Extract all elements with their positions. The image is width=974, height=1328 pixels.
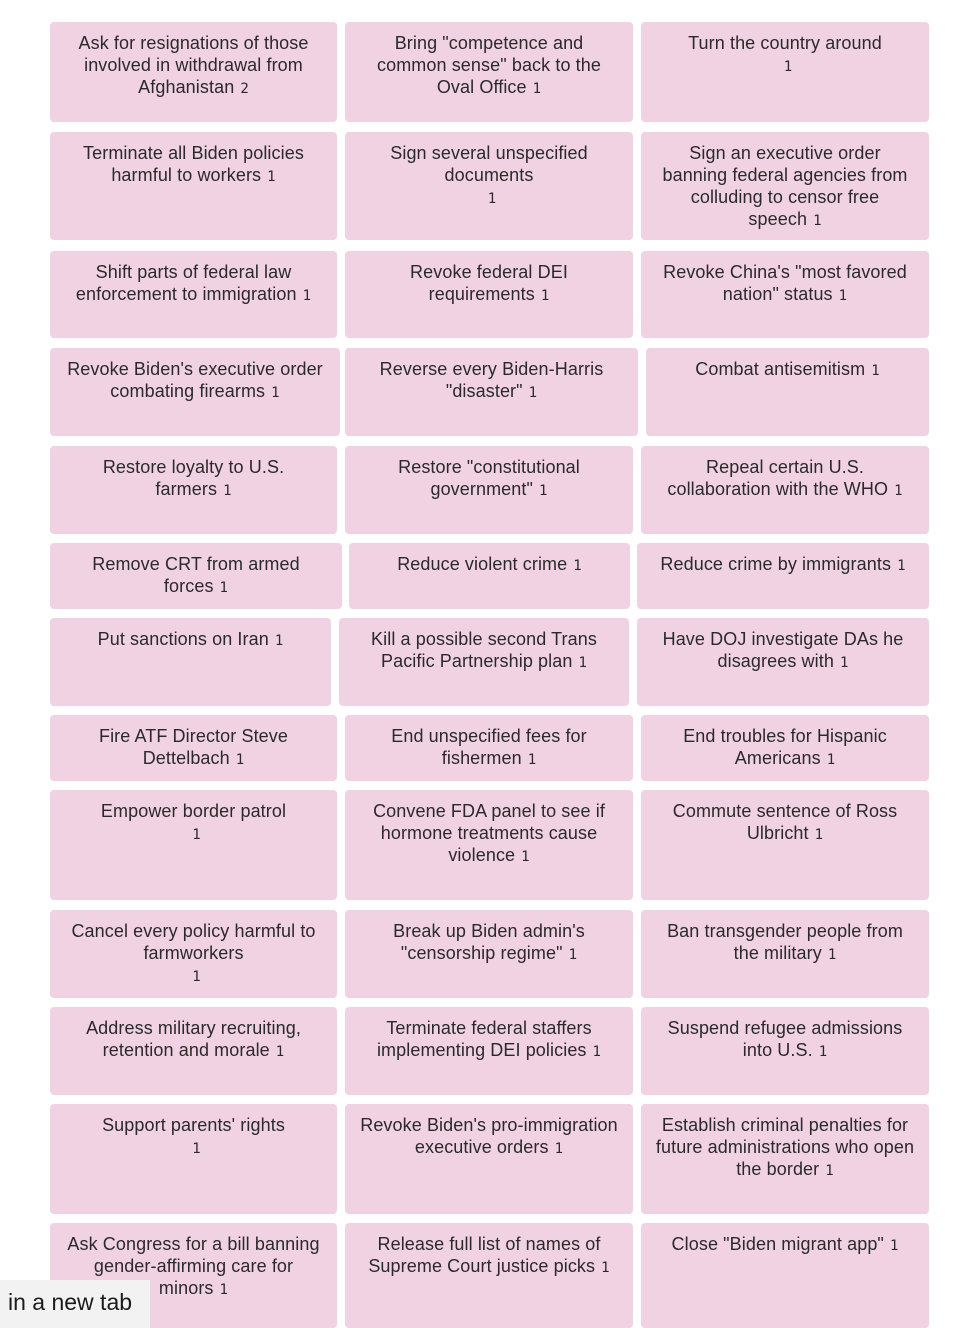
tile-count: 1 <box>271 385 280 401</box>
tile-label: Ask for resignations of those involved in withdrawal from Afghanistan <box>78 33 309 97</box>
tile-count: 1 <box>267 169 276 185</box>
policy-tile[interactable] <box>50 910 337 998</box>
policy-tile[interactable] <box>345 715 633 781</box>
tile-label: Empower border patrol <box>100 801 287 821</box>
tile-label: Reduce violent crime <box>397 554 568 574</box>
tile-count: 1 <box>539 483 548 499</box>
tile-count: 1 <box>839 655 849 671</box>
link-tooltip: in a new tab <box>0 1280 150 1328</box>
tile-count: 1 <box>601 1260 610 1276</box>
policy-tile[interactable] <box>637 543 929 609</box>
policy-tile[interactable] <box>50 790 337 900</box>
tile-count: 1 <box>192 969 201 985</box>
policy-tile[interactable] <box>641 910 929 998</box>
tile-count: 1 <box>813 213 822 229</box>
policy-tile[interactable] <box>641 446 929 534</box>
policy-tile[interactable] <box>345 910 633 998</box>
tile-count: 1 <box>838 288 848 304</box>
tile-count: 1 <box>818 1044 828 1060</box>
tile-label: Revoke Biden's executive order combating firearms <box>67 359 323 401</box>
policy-tile[interactable] <box>50 132 337 240</box>
policy-tile[interactable] <box>345 790 633 900</box>
tile-count: 1 <box>554 1141 564 1157</box>
tile-label: Revoke Biden's pro-immigration executive orders <box>360 1115 618 1157</box>
tile-label: Commute sentence of Ross Ulbricht <box>672 801 898 843</box>
tile-count: 1 <box>573 558 582 574</box>
tile-label: Shift parts of federal law enforcement to immigration <box>75 262 297 304</box>
policy-tile[interactable] <box>641 251 929 338</box>
policy-tile[interactable] <box>345 446 633 534</box>
policy-tile[interactable] <box>641 22 929 122</box>
policy-tile[interactable] <box>641 715 929 781</box>
tile-label: Ban transgender people from the military <box>667 921 903 963</box>
policy-tile[interactable] <box>50 1104 337 1214</box>
tile-label: Restore loyalty to U.S. farmers <box>102 457 285 499</box>
tile-count: 1 <box>302 288 312 304</box>
tile-label: Release full list of names of Supreme Court justice picks <box>368 1234 601 1276</box>
tile-count: 1 <box>223 483 232 499</box>
policy-tile[interactable] <box>50 543 342 609</box>
policy-tile[interactable] <box>641 1104 929 1214</box>
tile-label: Sign several unspecified documents <box>390 143 588 185</box>
tile-count: 1 <box>871 363 880 379</box>
tile-count: 1 <box>527 752 537 768</box>
policy-tile[interactable] <box>50 22 337 122</box>
tile-count: 1 <box>219 580 229 596</box>
policy-tile[interactable] <box>50 251 337 338</box>
tile-count: 1 <box>894 483 903 499</box>
tile-label: Establish criminal penalties for future administrations who open the border <box>655 1115 915 1179</box>
tile-label: Reduce crime by immigrants <box>660 554 892 574</box>
tile-count: 2 <box>240 81 249 97</box>
policy-tile[interactable] <box>345 348 638 436</box>
tile-label: Ask Congress for a bill banning gender-affirming care for minors <box>67 1234 320 1298</box>
policy-tile[interactable] <box>50 348 340 436</box>
policy-tile[interactable] <box>50 715 337 781</box>
policy-tile[interactable] <box>345 1007 633 1095</box>
policy-tile[interactable] <box>339 618 629 706</box>
tile-label: Kill a possible second Trans Pacific Partnership plan <box>371 629 597 671</box>
tile-count: 1 <box>825 1163 834 1179</box>
tile-label: End troubles for Hispanic Americans <box>683 726 887 768</box>
tile-label: Address military recruiting, retention and morale <box>86 1018 301 1060</box>
policy-tile[interactable] <box>50 1007 337 1095</box>
tile-label: End unspecified fees for fishermen <box>391 726 587 768</box>
policy-tile[interactable] <box>646 348 929 436</box>
tile-label: Remove CRT from armed forces <box>92 554 300 596</box>
policy-tile[interactable] <box>345 1223 633 1328</box>
tile-label: Turn the country around <box>688 33 882 53</box>
tile-count: 1 <box>219 1282 229 1298</box>
tile-label: Put sanctions on Iran <box>97 629 269 649</box>
tile-count: 1 <box>540 288 550 304</box>
tile-label: Combat antisemitism <box>695 359 866 379</box>
tile-count: 1 <box>568 947 578 963</box>
tile-label: Reverse every Biden-Harris "disaster" <box>379 359 604 401</box>
tile-count: 1 <box>783 59 793 75</box>
tile-label: Close "Biden migrant app" <box>671 1234 884 1254</box>
tile-label: Break up Biden admin's "censorship regime" <box>393 921 585 963</box>
tile-label: Convene FDA panel to see if hormone treatments cause violence <box>373 801 605 865</box>
tile-count: 1 <box>275 1044 285 1060</box>
tile-count: 1 <box>521 849 530 865</box>
policy-tile[interactable] <box>345 132 633 240</box>
tile-label: Cancel every policy harmful to farmworkers <box>71 921 316 963</box>
tile-count: 1 <box>192 1141 201 1157</box>
tile-label: Repeal certain U.S. collaboration with the WHO <box>667 457 889 499</box>
policy-tile[interactable] <box>641 1223 929 1328</box>
policy-tile[interactable] <box>345 251 633 338</box>
tile-label: Revoke federal DEI requirements <box>410 262 568 304</box>
tile-count: 1 <box>274 633 284 649</box>
policy-tile[interactable] <box>50 618 331 706</box>
tile-label: Sign an executive order banning federal agencies from colluding to censor free speech <box>662 143 908 229</box>
tile-count: 1 <box>592 1044 602 1060</box>
tile-label: Restore "constitutional government" <box>398 457 580 499</box>
tile-label: Support parents' rights <box>102 1115 285 1135</box>
tile-label: Have DOJ investigate DAs he disagrees with <box>662 629 904 671</box>
tile-count: 1 <box>528 385 538 401</box>
tile-label: Revoke China's "most favored nation" status <box>663 262 907 304</box>
tile-count: 1 <box>192 827 201 843</box>
policy-tile[interactable] <box>637 618 929 706</box>
tile-count: 1 <box>487 191 497 207</box>
tile-count: 1 <box>235 752 245 768</box>
tile-count: 1 <box>897 558 906 574</box>
policy-tile[interactable] <box>641 132 929 240</box>
tile-label: Terminate all Biden policies harmful to workers <box>83 143 304 185</box>
tile-count: 1 <box>826 752 836 768</box>
tile-count: 1 <box>827 947 837 963</box>
policy-tile[interactable] <box>50 446 337 534</box>
tile-label: Terminate federal staffers implementing DEI policies <box>376 1018 592 1060</box>
tile-count: 1 <box>532 81 542 97</box>
tile-count: 1 <box>814 827 824 843</box>
policy-tile[interactable] <box>345 1104 633 1214</box>
policy-tile[interactable] <box>349 543 630 609</box>
tile-count: 1 <box>578 655 588 671</box>
policy-tile[interactable] <box>641 790 929 900</box>
tile-label: Suspend refugee admissions into U.S. <box>667 1018 903 1060</box>
tile-count: 1 <box>889 1238 899 1254</box>
policy-tile[interactable] <box>641 1007 929 1095</box>
tile-label: Bring "competence and common sense" back to the Oval Office <box>376 33 601 97</box>
tile-label: Fire ATF Director Steve Dettelbach <box>98 726 288 768</box>
policy-tile[interactable] <box>345 22 633 122</box>
